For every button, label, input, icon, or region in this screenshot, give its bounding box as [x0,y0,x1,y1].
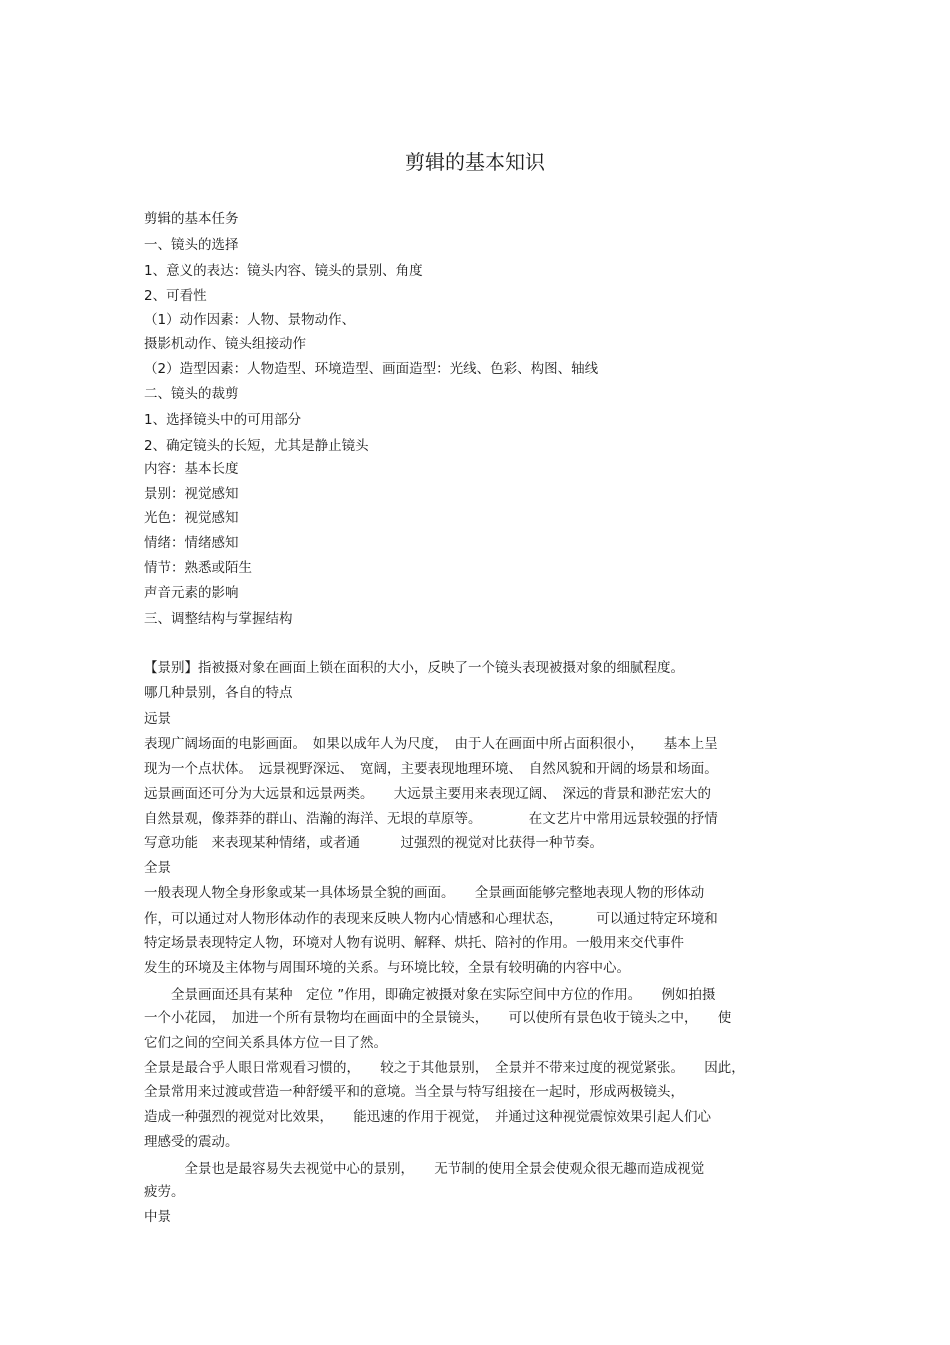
text-line: 全景画面还具有某种 定位 ”作用，即确定被摄对象在实际空间中方位的作用。 例如拍摄 [144,987,716,1003]
text-line: 摄影机动作、镜头组接动作 [144,336,306,352]
text-line: 发生的环境及主体物与周围环境的关系。与环境比较，全景有较明确的内容中心。 [144,960,630,976]
text-line: （2）造型因素：人物造型、环境造型、画面造型：光线、色彩、构图、轴线 [144,361,599,377]
text-line: 2、确定镜头的长短，尤其是静止镜头 [144,438,369,454]
text-line: 写意功能 来表现某种情绪，或者通 过强烈的视觉对比获得一种节奏。 [144,835,603,851]
text-line: 情绪：情绪感知 [144,535,239,551]
text-line: 中景 [144,1209,171,1225]
text-line: 一、镜头的选择 [144,237,239,253]
text-line: 现为一个点状体。 远景视野深远、 宽阔，主要表现地理环境、 自然风貌和开阔的场景和场面。 [144,761,718,777]
text-line: 二、镜头的裁剪 [144,386,239,402]
document-title: 剪辑的基本知识 [405,150,545,174]
text-line: 表现广阔场面的电影画面。 如果以成年人为尺度， 由于人在画面中所占面积很小， 基本上呈 [144,736,718,752]
text-line: 全景是最合乎人眼日常观看习惯的， 较之于其他景别， 全景并不带来过度的视觉紧张。 因此， [144,1060,745,1076]
text-line: 一个小花园， 加进一个所有景物均在画面中的全景镜头， 可以使所有景色收于镜头之中， 使 [144,1010,732,1026]
text-line: 远景 [144,711,171,727]
text-line: （1）动作因素：人物、景物动作、 [144,312,356,328]
text-line: 理感受的震动。 [144,1134,239,1150]
text-line: 剪辑的基本任务 [144,211,239,227]
text-line: 景别：视觉感知 [144,486,239,502]
text-line: 全景常用来过渡或营造一种舒缓平和的意境。当全景与特写组接在一起时，形成两极镜头， [144,1084,684,1100]
text-line: 内容：基本长度 [144,461,239,477]
text-line: 光色：视觉感知 [144,510,239,526]
text-line: 【景别】指被摄对象在画面上锁在面积的大小，反映了一个镜头表现被摄对象的细腻程度。 [144,660,684,676]
text-line: 疲劳。 [144,1184,185,1200]
text-line: 2、可看性 [144,288,207,304]
text-line: 声音元素的影响 [144,585,239,601]
text-line: 远景画面还可分为大远景和远景两类。 大远景主要用来表现辽阔、 深远的背景和渺茫宏大的 [144,786,711,802]
text-line: 哪几种景别，各自的特点 [144,685,293,701]
text-line: 造成一种强烈的视觉对比效果， 能迅速的作用于视觉， 并通过这种视觉震惊效果引起人们心 [144,1109,711,1125]
text-line: 一般表现人物全身形象或某一具体场景全貌的画面。 全景画面能够完整地表现人物的形体动 [144,885,705,901]
text-line: 它们之间的空间关系具体方位一目了然。 [144,1035,387,1051]
text-line: 全景 [144,860,171,876]
text-line: 1、意义的表达：镜头内容、镜头的景别、角度 [144,263,423,279]
text-line: 作，可以通过对人物形体动作的表现来反映人物内心情感和心理状态， 可以通过特定环境和 [144,911,718,927]
text-line: 全景也是最容易失去视觉中心的景别， 无节制的使用全景会使观众很无趣而造成视觉 [144,1161,705,1177]
text-line: 特定场景表现特定人物，环境对人物有说明、解释、烘托、陪衬的作用。一般用来交代事件 [144,935,684,951]
text-line: 情节：熟悉或陌生 [144,560,252,576]
text-line: 三、调整结构与掌握结构 [144,611,293,627]
text-line: 1、选择镜头中的可用部分 [144,412,302,428]
text-line: 自然景观，像莽莽的群山、浩瀚的海洋、无垠的草原等。 在文艺片中常用远景较强的抒情 [144,811,718,827]
